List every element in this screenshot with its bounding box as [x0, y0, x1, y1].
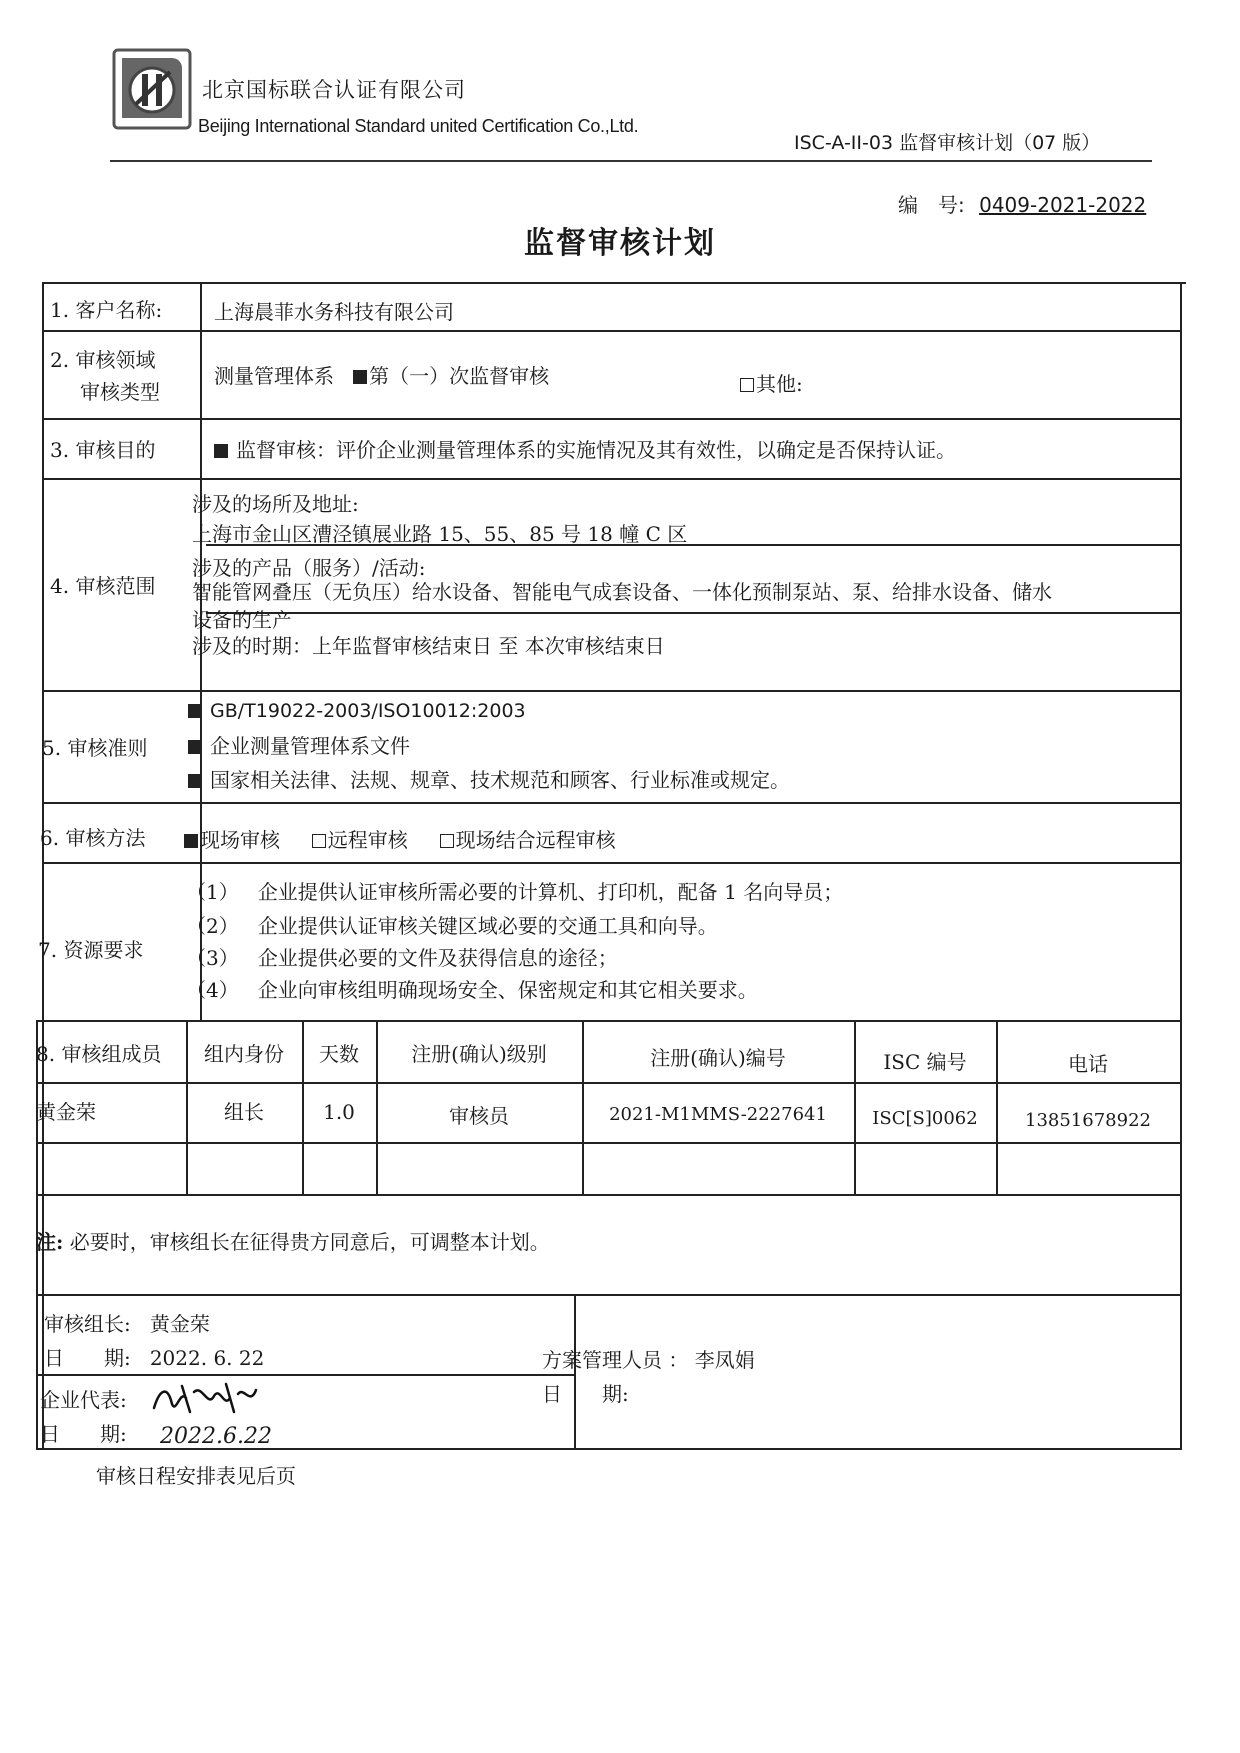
criteria-item	[188, 730, 410, 759]
team-member-role: 组长	[224, 1100, 264, 1124]
audit-field-value: 测量管理体系	[214, 364, 334, 388]
note-label: 注:	[36, 1230, 64, 1254]
criteria-item-text: 企业测量管理体系文件	[210, 734, 410, 758]
criteria-item	[188, 700, 526, 722]
resource-item	[186, 974, 758, 1003]
scope-site-label: 涉及的场所及地址:	[192, 492, 359, 516]
team-header-level: 注册(确认)级别	[411, 1042, 547, 1066]
leader-date-label: 日 期:	[44, 1346, 131, 1370]
team-member-isc-no: ISC[S]0062	[872, 1108, 978, 1129]
resource-item	[186, 942, 618, 971]
bullet-square-icon	[214, 444, 228, 458]
team-member-name: 黄金荣	[36, 1100, 96, 1124]
audit-type-label: 审核类型	[80, 380, 160, 404]
checkbox-empty-icon[interactable]	[312, 834, 326, 848]
audit-type-other	[740, 368, 803, 397]
company-name-en: Beijing International Standard united Certification Co.,Ltd.	[198, 116, 639, 136]
criteria-item	[188, 764, 790, 793]
document-number	[898, 189, 1146, 218]
client-name-label: 1. 客户名称:	[50, 298, 163, 322]
team-header-role: 组内身份	[204, 1042, 284, 1066]
method-onsite: 现场审核	[200, 828, 280, 852]
manager-sign	[542, 1344, 755, 1373]
bullet-square-icon	[188, 774, 202, 788]
team-member-reg-no: 2021-M1MMS-2227641	[609, 1104, 827, 1125]
manager-label: 方案管理人员 ：	[542, 1348, 689, 1372]
audit-method-label: 6. 审核方法	[40, 826, 146, 850]
scope-site-value: 上海市金山区漕泾镇展业路 15、55、85 号 18 幢 C 区	[192, 522, 688, 546]
audit-purpose-label: 3. 审核目的	[50, 438, 156, 462]
team-header-reg-no: 注册(确认)编号	[650, 1046, 786, 1070]
audit-field-label: 2. 审核领域	[50, 348, 156, 372]
rep-date-handwritten: 2022.6.22	[160, 1424, 272, 1449]
team-member-days: 1.0	[323, 1100, 355, 1124]
note	[36, 1226, 550, 1255]
bullet-square-icon	[188, 740, 202, 754]
checkbox-empty-icon[interactable]	[740, 378, 754, 392]
footer-note: 审核日程安排表见后页	[96, 1464, 296, 1488]
audit-purpose-value	[214, 434, 956, 463]
leader-label: 审核组长:	[44, 1312, 131, 1336]
rep-label: 企业代表:	[40, 1388, 127, 1412]
scope-product-label: 涉及的产品（服务）/活动:	[192, 556, 426, 580]
resource-item-text: 企业提供认证审核关键区域必要的交通工具和向导。	[257, 914, 718, 938]
method-hybrid: 现场结合远程审核	[455, 828, 616, 852]
note-text: 必要时，审核组长在征得贵方同意后，可调整本计划。	[69, 1230, 550, 1254]
checkbox-checked-icon[interactable]	[184, 834, 198, 848]
audit-plan-table	[36, 282, 1186, 1462]
checkbox-empty-icon[interactable]	[440, 834, 454, 848]
team-member-level: 审核员	[449, 1104, 509, 1128]
criteria-item-text: GB/T19022-2003/ISO10012:2003	[210, 700, 526, 722]
audit-type-option: 第（一）次监督审核	[369, 364, 550, 388]
manager-name: 李凤娟	[694, 1348, 755, 1372]
team-header-members: 8. 审核组成员	[36, 1042, 162, 1066]
resource-item-no: （2）	[186, 914, 239, 938]
criteria-item-text: 国家相关法律、法规、规章、技术规范和顾客、行业标准或规定。	[210, 768, 790, 792]
rep-date-label: 日 期:	[40, 1422, 127, 1446]
handwritten-signature	[150, 1378, 260, 1418]
scope-period: 涉及的时期：上年监督审核结束日 至 本次审核结束日	[192, 634, 665, 658]
team-header-phone: 电话	[1068, 1052, 1108, 1076]
resource-item-no: （4）	[186, 978, 239, 1002]
audit-type-value	[214, 360, 549, 389]
resource-item	[186, 876, 843, 905]
leader-name: 黄金荣	[149, 1312, 210, 1336]
team-header-isc-no: ISC 编号	[883, 1050, 967, 1074]
company-logo	[112, 48, 192, 130]
document-number-value: 0409-2021-2022	[979, 193, 1147, 217]
audit-method-options	[184, 824, 616, 853]
leader-sign	[44, 1308, 210, 1337]
method-remote: 远程审核	[327, 828, 408, 852]
audit-purpose-text: 监督审核：评价企业测量管理体系的实施情况及其有效性，以确定是否保持认证。	[236, 438, 956, 462]
page-title: 监督审核计划	[524, 226, 716, 261]
resource-item-text: 企业向审核组明确现场安全、保密规定和其它相关要求。	[257, 978, 758, 1002]
company-name-cn: 北京国标联合认证有限公司	[202, 78, 466, 102]
leader-date	[44, 1342, 264, 1371]
resource-item-no: （1）	[186, 880, 239, 904]
resource-requirements-label: 7. 资源要求	[38, 938, 144, 962]
resource-item-text: 企业提供认证审核所需必要的计算机、打印机，配备 1 名向导员；	[257, 880, 844, 904]
leader-date-value: 2022. 6. 22	[149, 1346, 265, 1370]
team-member-phone: 13851678922	[1025, 1110, 1151, 1131]
checkbox-checked-icon[interactable]	[353, 370, 367, 384]
manager-date-label: 日 期:	[542, 1382, 629, 1406]
client-name-value: 上海晨菲水务科技有限公司	[214, 300, 454, 324]
bullet-square-icon	[188, 704, 202, 718]
resource-item-no: （3）	[186, 946, 239, 970]
form-code: ISC-A-II-03 监督审核计划（07 版）	[794, 132, 1101, 154]
audit-criteria-label: 5. 审核准则	[42, 736, 148, 760]
scope-product-value: 智能管网叠压（无负压）给水设备、智能电气成套设备、一体化预制泵站、泵、给排水设备、储水设备的生产	[192, 580, 1052, 632]
audit-scope-label: 4. 审核范围	[50, 574, 156, 598]
team-header-days: 天数	[319, 1042, 359, 1066]
audit-type-other-label: 其他:	[756, 372, 803, 396]
resource-item-text: 企业提供必要的文件及获得信息的途径；	[257, 946, 618, 970]
resource-item	[186, 910, 718, 939]
document-number-label: 编 号:	[898, 193, 965, 217]
header-rule	[110, 160, 1152, 162]
